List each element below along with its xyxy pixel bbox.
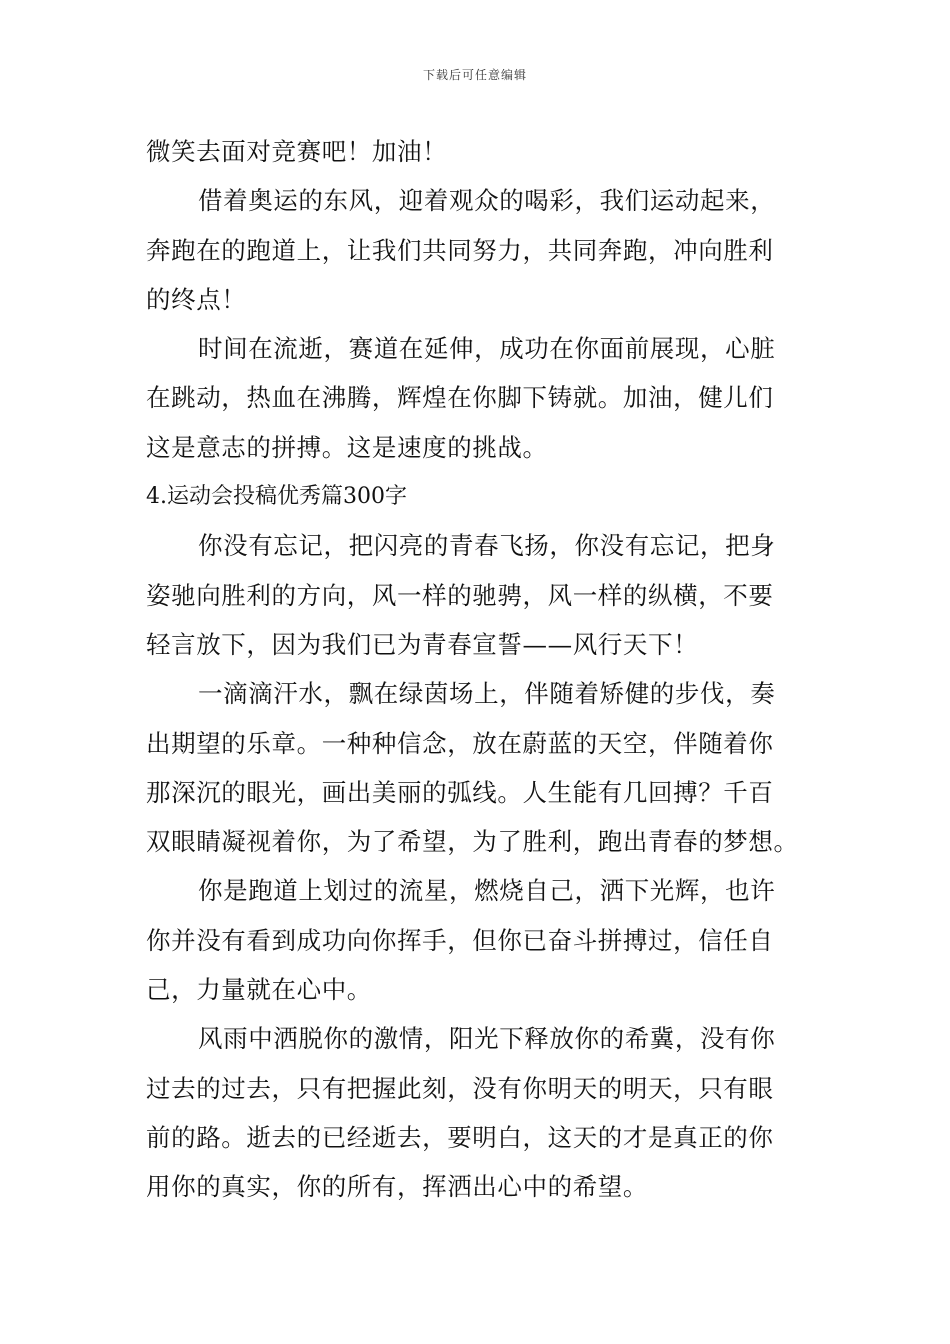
paragraph-first-line: 一滴滴汗水，飘在绿茵场上，伴随着矫健的步伐，奏 (198, 679, 776, 709)
text-line: 你并没有看到成功向你挥手，但你已奋斗拼搏过，信任自 (146, 925, 774, 955)
text-line: 轻言放下，因为我们已为青春宣誓——风行天下！ (146, 629, 699, 659)
text-line: 双眼睛凝视着你，为了希望，为了胜利，跑出青春的梦想。 (146, 827, 799, 857)
text-line: 用你的真实，你的所有，挥洒出心中的希望。 (146, 1172, 648, 1202)
paragraph-first-line: 时间在流逝，赛道在延伸，成功在你面前展现，心脏 (198, 334, 776, 364)
text-line: 姿驰向胜利的方向，风一样的驰骋，风一样的纵横，不要 (146, 580, 774, 610)
paragraph-first-line: 你是跑道上划过的流星，燃烧自己，洒下光辉，也许 (198, 876, 776, 906)
text-line: 过去的过去，只有把握此刻，没有你明天的明天，只有眼 (146, 1073, 774, 1103)
text-line: 微笑去面对竞赛吧！加油！ (146, 137, 448, 166)
paragraph-first-line: 你没有忘记，把闪亮的青春飞扬，你没有忘记，把身 (198, 531, 776, 561)
text-line: 前的路。逝去的已经逝去，要明白，这天的才是真正的你 (146, 1122, 774, 1152)
paragraph-first-line: 借着奥运的东风，迎着观众的喝彩，我们运动起来， (198, 186, 776, 216)
page-header-note: 下载后可任意编辑 (422, 68, 527, 82)
section-heading: 4.运动会投稿优秀篇300字 (146, 484, 407, 510)
paragraph-first-line: 风雨中洒脱你的激情，阳光下释放你的希冀，没有你 (198, 1024, 776, 1054)
text-line: 这是意志的拼搏。这是速度的挑战。 (146, 432, 548, 462)
text-line: 出期望的乐章。一种种信念，放在蔚蓝的天空，伴随着你 (146, 728, 774, 758)
document-body (146, 127, 810, 1212)
text-line: 那深沉的眼光，画出美丽的弧线。人生能有几回搏？千百 (146, 777, 774, 807)
text-line: 己，力量就在心中。 (146, 975, 372, 1005)
text-line: 奔跑在的跑道上，让我们共同努力，共同奔跑，冲向胜利 (146, 235, 774, 265)
text-line: 在跳动，热血在沸腾，辉煌在你脚下铸就。加油，健儿们 (146, 383, 774, 413)
text-line: 的终点！ (146, 284, 247, 314)
